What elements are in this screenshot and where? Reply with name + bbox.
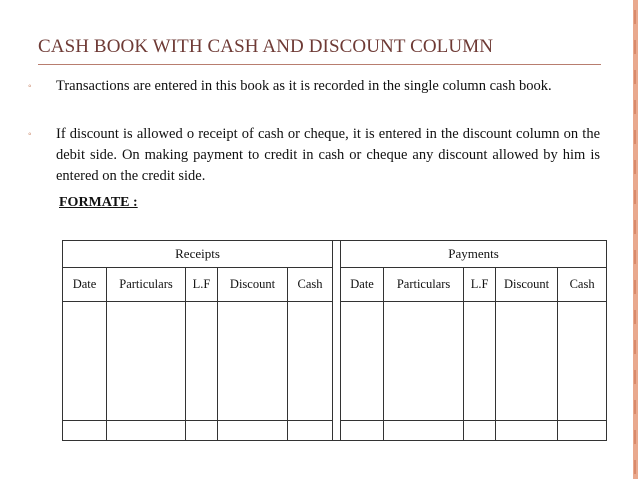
side-divider (333, 241, 341, 441)
title-underline (38, 64, 601, 65)
table-cell (341, 302, 384, 421)
receipts-header: Receipts (63, 241, 333, 268)
format-label: FORMATE : (59, 195, 138, 210)
bullet-mark-icon: ◦ (28, 81, 32, 92)
receipts-col-lf: L.F (186, 268, 218, 302)
total-cell (63, 421, 107, 441)
slide-title: CASH BOOK WITH CASH AND DISCOUNT COLUMN (38, 36, 494, 57)
receipts-col-discount: Discount (218, 268, 288, 302)
total-cell (288, 421, 333, 441)
total-cell (496, 421, 558, 441)
bullet-text: Transactions are entered in this book as it is recorded in the single column cash book. (56, 78, 552, 94)
receipts-col-date: Date (63, 268, 107, 302)
total-cell (107, 421, 186, 441)
total-cell (218, 421, 288, 441)
payments-col-date: Date (341, 268, 384, 302)
table-cell (384, 302, 464, 421)
total-cell (558, 421, 607, 441)
table-cell (464, 302, 496, 421)
table-cell (63, 302, 107, 421)
receipts-col-particulars: Particulars (107, 268, 186, 302)
slide-right-border (633, 0, 638, 479)
bullet-item (28, 76, 600, 97)
table-cell (558, 302, 607, 421)
payments-col-cash: Cash (558, 268, 607, 302)
total-cell (384, 421, 464, 441)
payments-col-particulars: Particulars (384, 268, 464, 302)
bullet-text: If discount is allowed o receipt of cash or cheque, it is entered in the discount column on the debit side. On making payment to credit in cash or cheque any discount allowed by him is entered on the credit side. (56, 126, 600, 184)
total-cell (341, 421, 384, 441)
bullet-item (28, 124, 600, 187)
table-cell (288, 302, 333, 421)
receipts-col-cash: Cash (288, 268, 333, 302)
total-cell (464, 421, 496, 441)
payments-header: Payments (341, 241, 607, 268)
payments-col-lf: L.F (464, 268, 496, 302)
payments-col-discount: Discount (496, 268, 558, 302)
bullet-mark-icon: ◦ (28, 129, 32, 140)
cash-book-format-table (62, 240, 607, 441)
table-cell (186, 302, 218, 421)
table-cell (107, 302, 186, 421)
table-cell (218, 302, 288, 421)
table-cell (496, 302, 558, 421)
total-cell (186, 421, 218, 441)
